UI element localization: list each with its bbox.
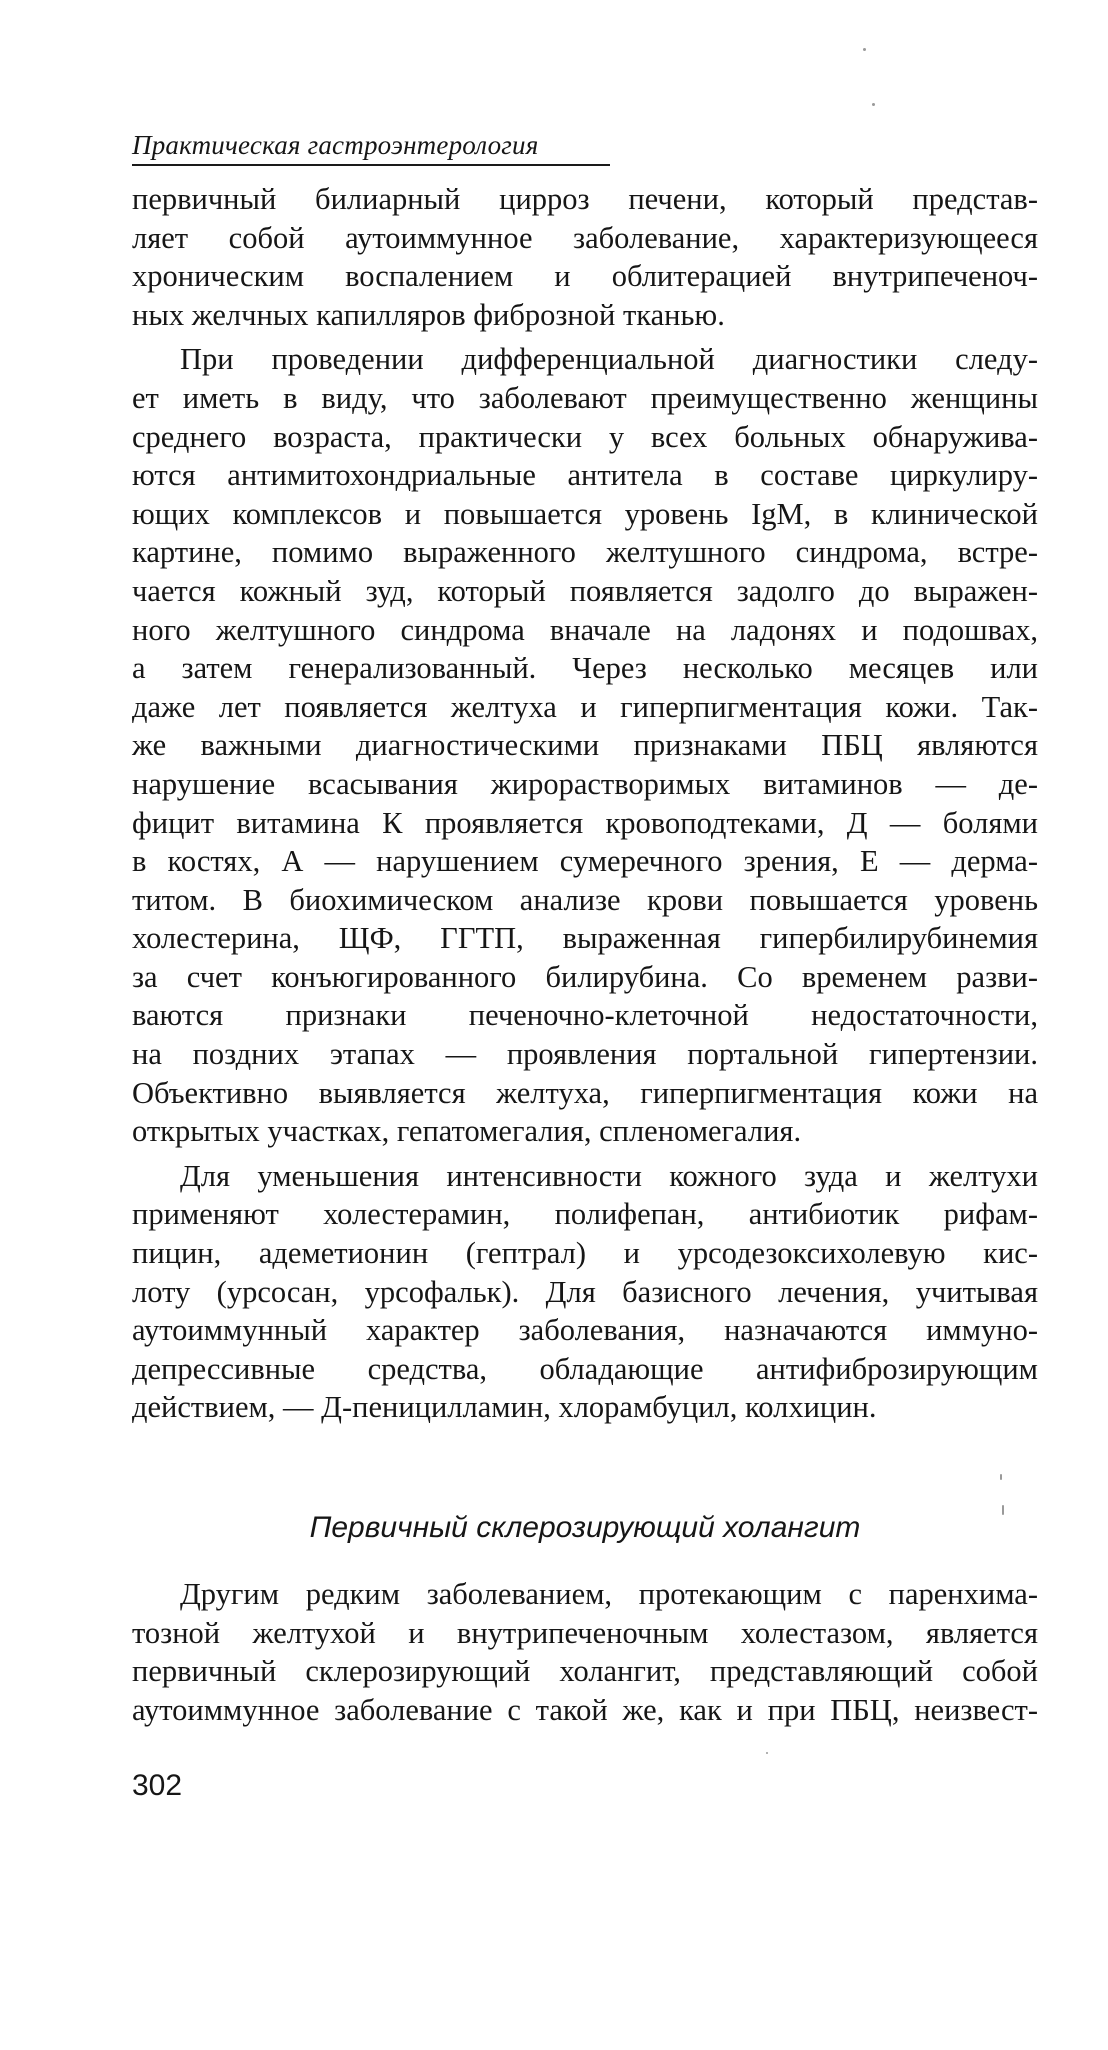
- section-text: [132, 1575, 1038, 1729]
- text-line: депрессивные средства, обладающие антифиброзирующим: [132, 1351, 1038, 1386]
- text-line: При проведении дифференциальной диагностики следу-: [180, 342, 1038, 377]
- text-line: титом. В биохимическом анализе крови повышается уровень: [132, 882, 1038, 917]
- paragraph: [132, 1157, 1038, 1427]
- text-line: картине, помимо выраженного желтушного синдрома, встре-: [132, 535, 1038, 570]
- text-line: на поздних этапах — проявления портальной гипертензии.: [132, 1037, 1038, 1072]
- text-line: ляет собой аутоиммунное заболевание, характеризующееся: [132, 220, 1038, 255]
- scan-speck: [1002, 1505, 1004, 1515]
- text-line: аутоиммунный характер заболевания, назначаются иммуно-: [132, 1313, 1038, 1348]
- text-line: даже лет появляется желтуха и гиперпигментация кожи. Так-: [132, 689, 1038, 724]
- scan-speck: [1000, 1474, 1002, 1480]
- section-heading: Первичный склерозирующий холангит: [309, 1511, 861, 1544]
- text-line: ных желчных капилляров фиброзной тканью.: [132, 297, 725, 332]
- paragraph: [132, 340, 1038, 1150]
- running-head: Практическая гастроэнтерология: [132, 128, 610, 166]
- text-line: нарушение всасывания жирорастворимых витаминов — де-: [132, 766, 1038, 801]
- text-line: лоту (урсосан, урсофальк). Для базисного лечения, учитывая: [132, 1274, 1038, 1309]
- main-text: [132, 180, 1038, 1427]
- text-line: действием, — Д-пеницилламин, хлорамбуцил, колхицин.: [132, 1390, 877, 1425]
- paragraph: [132, 1575, 1038, 1729]
- scan-speck: [863, 48, 866, 51]
- text-line: хроническим воспалением и облитерацией внутрипеченоч-: [132, 259, 1038, 294]
- text-line: Другим редким заболеванием, протекающим с паренхима-: [180, 1577, 1038, 1611]
- text-line: же важными диагностическими признаками ПБЦ являются: [132, 728, 1038, 763]
- text-line: аутоиммунное заболевание с такой же, как и при ПБЦ, неизвест-: [132, 1692, 1038, 1727]
- page-number: 302: [132, 1769, 183, 1802]
- text-line: ются антимитохондриальные антитела в составе циркулиру-: [132, 458, 1038, 493]
- scan-speck: [872, 103, 875, 106]
- paragraph: [132, 180, 1038, 334]
- text-line: применяют холестерамин, полифепан, антибиотик рифам-: [132, 1197, 1038, 1232]
- text-line: среднего возраста, практически у всех больных обнаружива-: [132, 419, 1038, 454]
- text-line: ет иметь в виду, что заболевают преимущественно женщины: [132, 380, 1038, 415]
- text-line: Для уменьшения интенсивности кожного зуда и желтухи: [180, 1158, 1038, 1193]
- text-line: первичный билиарный цирроз печени, который представ-: [132, 182, 1038, 216]
- text-line: пицин, адеметионин (гептрал) и урсодезоксихолевую кис-: [132, 1236, 1038, 1271]
- text-line: ющих комплексов и повышается уровень IgM, в клинической: [132, 496, 1038, 531]
- text-line: Объективно выявляется желтуха, гиперпигментация кожи на: [132, 1075, 1038, 1110]
- text-line: в костях, А — нарушением сумеречного зрения, Е — дерма-: [132, 844, 1038, 879]
- text-line: тозной желтухой и внутрипеченочным холестазом, является: [132, 1615, 1038, 1650]
- text-line: за счет конъюгированного билирубина. Со временем разви-: [132, 959, 1038, 994]
- text-line: ваются признаки печеночно-клеточной недостаточности,: [132, 998, 1038, 1033]
- text-line: фицит витамина К проявляется кровоподтеками, Д — болями: [132, 805, 1038, 840]
- text-line: открытых участках, гепатомегалия, спленомегалия.: [132, 1114, 802, 1149]
- text-line: первичный склерозирующий холангит, представляющий собой: [132, 1654, 1038, 1689]
- scan-speck: [766, 1752, 768, 1754]
- text-line: холестерина, ЩФ, ГГТП, выраженная гипербилирубинемия: [132, 921, 1038, 956]
- text-line: а затем генерализованный. Через несколько месяцев или: [132, 651, 1038, 686]
- text-line: ного желтушного синдрома вначале на ладонях и подошвах,: [132, 612, 1038, 647]
- text-line: чается кожный зуд, который появляется задолго до выражен-: [132, 573, 1038, 608]
